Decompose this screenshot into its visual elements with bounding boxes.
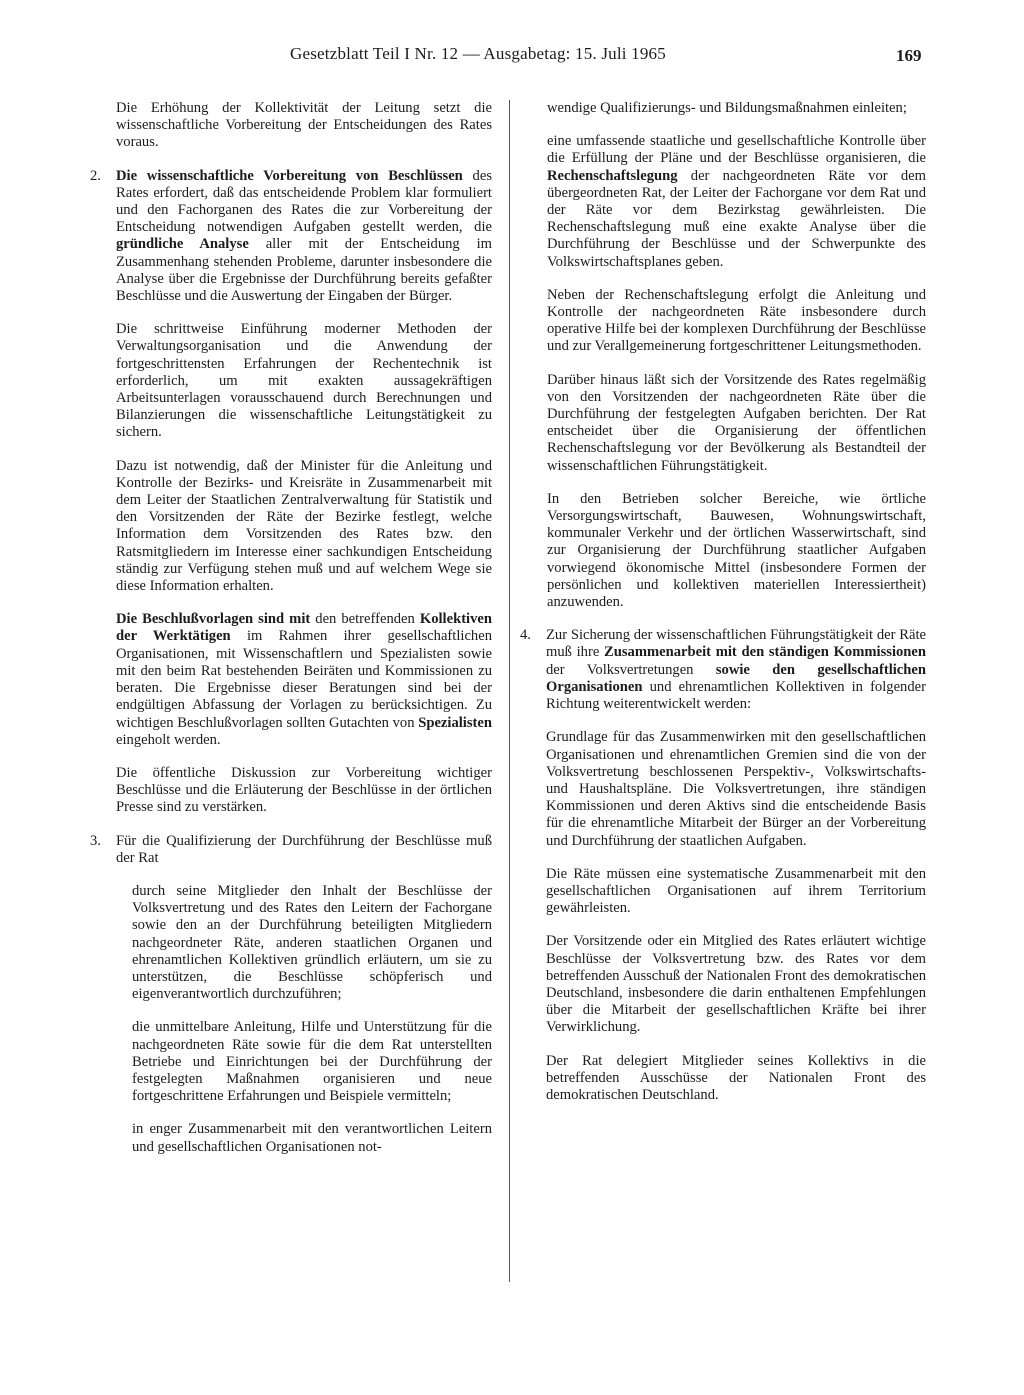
paragraph [116, 611, 492, 749]
text-run: den betreffenden [310, 611, 420, 628]
paragraph: die unmittelbare Anleitung, Hilfe und Unterstützung für die nachgeordneten Räte sowie für die dem Rat unterstellten Betriebe und Einrichtungen bei der Durchführung der festgelegten Maßnahmen organisieren und neue fortgeschrittene Erfahrungen und Beispiele vermitteln; [132, 1019, 492, 1105]
page-header [0, 44, 1024, 74]
text-run: des Rates erfordert, daß das entscheidende Problem klar formuliert und den Fachorganen des Rates die zur Vorbereitung der Entscheidung notwendigen Aufgaben gestellt werden, die [116, 167, 493, 236]
section-3 [90, 833, 492, 1156]
paragraph [116, 168, 492, 306]
paragraph: Die Räte müssen eine systematische Zusammenarbeit mit den gesellschaftlichen Organisationen auf ihrem Territorium gewährleisten. [546, 865, 926, 917]
bold-phrase: Zusammenarbeit mit den ständigen Kommissionen [604, 644, 927, 661]
section-2 [90, 168, 492, 817]
bold-phrase: Kollektiven der Werktätigen [116, 611, 493, 645]
text-run: der Volksvertretungen [546, 661, 716, 678]
left-column [90, 100, 492, 1172]
paragraph: In den Betrieben solcher Bereiche, wie örtliche Versorgungswirtschaft, Bauwesen, Wohnungswirtschaft, kommunaler Verkehr und der örtlichen Wasserwirtschaft, sind zur Organisierung der Durchführung staatlicher Aufgaben vorwiegend ökonomische Mittel (insbesondere Formen der persönlichen und kollektiven materiellen Interessiertheit) anzuwenden. [547, 490, 926, 611]
column-divider [509, 100, 510, 1282]
paragraph: Für die Qualifizierung der Durchführung der Beschlüsse muß der Rat [116, 832, 492, 866]
paragraph: Die schrittweise Einführung moderner Methoden der Verwaltungsorganisation und die Anwendung der fortgeschrittensten Erfahrungen der Rechentechnik ist erforderlich, um mit exakten aussagekräftigen Arbeitsunterlagen vorausschauend durch Berechnungen und Bilanzierungen die wissenschaftliche Leitungstätigkeit zu sichern. [116, 321, 492, 441]
bold-phrase: Spezialisten [418, 714, 492, 731]
paragraph: Der Vorsitzende oder ein Mitglied des Rates erläutert wichtige Beschlüsse der Volksvertretung bzw. des Rates vor dem betreffenden Ausschuß der Nationalen Front des demokratischen Deutschland, insbesondere die darin enthaltenen Empfehlungen über die Mitarbeit der gesellschaftlichen Kräfte bei ihrer Verwirklichung. [546, 933, 926, 1036]
text-run: eine umfassende staatliche und gesellschaftliche Kontrolle über die Erfüllung der Pläne und der Beschlüsse organisieren, die [547, 133, 926, 167]
text-run: im Rahmen ihrer gesellschaftlichen Organisationen, mit Wissenschaftlern und Spezialisten sowie mit den beim Rat bestehenden Beiräten und Kommissionen zu beraten. Die Ergebnisse dieser Beratungen sind bei der endgültigen Abfassung der Vorlagen zu berücksichtigen. Zu wichtigen Beschlußvorlagen sollten Gutachten von [116, 628, 492, 731]
page-number: 169 [896, 46, 922, 65]
bold-phrase: Die Beschlußvorlagen sind mit [116, 611, 311, 628]
paragraph [546, 627, 926, 713]
bold-phrase: Die wissenschaftliche Vorbereitung von Beschlüssen [116, 167, 463, 184]
paragraph: durch seine Mitglieder den Inhalt der Beschlüsse der Volksvertretung und des Rates den Leitern der Fachorgane sowie den an der Durchführung beteiligten Mitgliedern nachgeordneter Räte, anderen staatlichen Organen und ehrenamtlichen Kollektiven gründlich erläutern, um sie zu unterstützen, die Beschlüsse schöpferisch und eigenverantwortlich durchzuführen; [132, 882, 492, 1003]
paragraph: in enger Zusammenarbeit mit den verantwortlichen Leitern und gesellschaftlichen Organisationen not- [132, 1121, 492, 1155]
text-run: der nachgeordneten Räte vor dem übergeordneten Rat, der Leiter der Fachorgane vor dem Rat und der Räte vor dem Bezirkstag gewährleisten. Die Rechenschaftslegung muß eine exakte Analyse über die Durchführung der Beschlüsse und der Schwerpunkte des Volkswirtschaftsplanes geben. [547, 167, 926, 270]
bold-phrase: sowie den gesellschaftlichen Organisationen [546, 661, 926, 695]
right-column [520, 100, 926, 1120]
intro-paragraph: Die Erhöhung der Kollektivität der Leitung setzt die wissenschaftliche Vorbereitung der Entscheidungen des Rates voraus. [116, 100, 492, 151]
paragraph: Dazu ist notwendig, daß der Minister für die Anleitung und Kontrolle der Bezirks- und Kreisräte in Zusammenarbeit mit dem Leiter der Staatlichen Zentralverwaltung für Statistik und den Vorsitzenden der Räte der Bezirke festlegt, welche Information dem Vorsitzenden des Rates bzw. den Ratsmitgliedern im Interesse einer sachkundigen Entscheidung ständig zur Verfügung stehen muß und auf welchem Wege sie diese Information erhalten. [116, 457, 492, 595]
section-number: 2. [90, 167, 101, 184]
paragraph: Neben der Rechenschaftslegung erfolgt die Anleitung und Kontrolle der nachgeordneten Räte insbesondere durch operative Hilfe bei der komplexen Durchführung der Beschlüsse und zur Verallgemeinerung fortgeschrittener Leitungsmethoden. [547, 286, 926, 355]
section-number: 4. [520, 627, 531, 644]
bold-phrase: Rechenschaftslegung [547, 167, 678, 184]
section-4 [520, 627, 926, 1104]
paragraph: Grundlage für das Zusammenwirken mit den gesellschaftlichen Organisationen und ehrenamtlichen Gremien sind die von der Volksvertretung beschlossenen Perspektiv-, Volkswirtschafts- und Haushaltspläne. Die Volksvertretungen, ihre ständigen Kommissionen und deren Aktivs sind die entscheidende Basis für die ehrenamtliche Mitarbeit der Bürger an der Vorbereitung und Durchführung der staatlichen Aufgaben. [546, 729, 926, 849]
section-number: 3. [90, 832, 101, 849]
text-run: eingeholt werden. [116, 731, 221, 748]
bold-phrase: gründliche Analyse [116, 236, 249, 253]
paragraph: Darüber hinaus läßt sich der Vorsitzende des Rates regelmäßig von den Vorsitzenden der nachgeordneten Räte über die Durchführung der festgelegten Aufgaben berichten. Der Rat entscheidet über die Organisierung der öffentlichen Rechenschaftslegung vor der Bevölkerung als Bestandteil der wissenschaftlichen Führungstätigkeit. [547, 371, 926, 474]
running-head: Gesetzblatt Teil I Nr. 12 — Ausgabetag: 15. Juli 1965 [290, 44, 666, 63]
paragraph: wendige Qualifizierungs- und Bildungsmaßnahmen einleiten; [547, 100, 907, 116]
paragraph [520, 133, 926, 271]
text-run: und ehrenamtlichen Kollektiven in folgender Richtung weiterentwickelt werden: [546, 678, 926, 713]
paragraph: Der Rat delegiert Mitglieder seines Kollektivs in die betreffenden Ausschüsse der Nationalen Front des demokratischen Deutschland. [546, 1052, 926, 1103]
text-run: Zur Sicherung der wissenschaftlichen Führungstätigkeit der Räte muß ihre [546, 627, 926, 661]
paragraph: Die öffentliche Diskussion zur Vorbereitung wichtiger Beschlüsse und die Erläuterung der Beschlüsse in der örtlichen Presse sind zu verstärken. [116, 764, 492, 816]
text-run: aller mit der Entscheidung im Zusammenhang stehenden Probleme, darunter insbesondere die Analyse über die Ergebnisse der Durchführung bereits gefaßter Beschlüsse und die Auswertung der Eingaben der Bürger. [116, 236, 493, 305]
